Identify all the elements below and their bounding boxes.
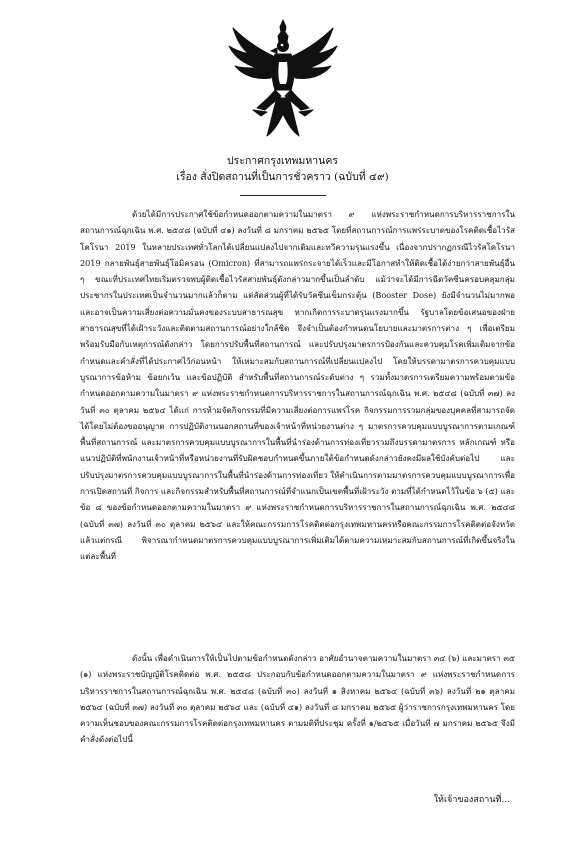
document-subject: เรื่อง สั่งปิดสถานที่เป็นการชั่วคราว (ฉบับที่ ๔๙) [176, 171, 389, 183]
body-paragraph-1: ด้วยได้มีการประกาศใช้ข้อกำหนดออกตามความในมาตรา ๙ แห่งพระราชกำหนดการบริหารราชการในสถานการณ์ฉุกเฉิน พ.ศ. ๒๕๔๘ (ฉบับที่ ๔๑) ลงวันที่ ๘ มกราคม ๒๕๖๕ โดยที่สถานการณ์การแพร่ระบาดของโรคติดเชื้อไวรัสโคโรนา 2019 ในหลายประเทศทั่วโลกได้เปลี่ยนแปลงไปจากเดิมและทวีความรุนแรงขึ้น เนื่องจากปรากฏกรณีไวรัสโคโรนา 2019 กลายพันธุ์สายพันธุ์โอมิครอน (Omicron) ที่สามารถแพร่กระจายได้เร็วและมีโอกาสทำให้ติดเชื้อได้ง่ายกว่าสายพันธุ์อื่น ๆ ขณะที่ประเทศไทยเริ่มตรวจพบผู้ติดเชื้อไวรัสสายพันธุ์ดังกล่าวมากขึ้นเป็นลำดับ แม้ว่าจะได้มีการฉีดวัคซีนครอบคลุมกลุ่มประชากรในประเทศเป็นจำนวนมากแล้วก็ตาม แต่สัดส่วนผู้ที่ได้รับวัคซีนเข็มกระตุ้น (Booster Dose) ยังมีจำนวนไม่มากพอและอาจเป็นความเสี่ยงต่อความมั่นคงของระบบสาธารณสุข หากเกิดการระบาดรุนแรงมากขึ้น รัฐบาลโดยข้อเสนอของฝ่ายสาธารณสุขที่ได้เฝ้าระวังและติดตามสถานการณ์อย่างใกล้ชิด จึงจำเป็นต้องกำหนดนโยบายและมาตรการต่าง ๆ เพื่อเตรียมพร้อมรับมือกับเหตุการณ์ดังกล่าว โดยการปรับพื้นที่สถานการณ์ และปรับปรุงมาตรการป้องกันและควบคุมโรคเพิ่มเติมจากข้อกำหนดและคำสั่งที่ได้ประกาศไว้ก่อนหน้า ให้เหมาะสมกับสถานการณ์ที่เปลี่ยนแปลงไป โดยให้บรรดามาตรการควบคุมแบบบูรณาการข้อห้าม ข้อยกเว้น และข้อปฏิบัติ สำหรับพื้นที่สถานการณ์ระดับต่าง ๆ รวมทั้งมาตรการเตรียมความพร้อมตามข้อกำหนดออกตามความในมาตรา ๙ แห่งพระราชกำหนดการบริหารราชการในสถานการณ์ฉุกเฉิน พ.ศ. ๒๕๔๘ (ฉบับที่ ๓๗) ลงวันที่ ๓๐ ตุลาคม ๒๕๖๔ ได้แก่ การห้ามจัดกิจกรรมที่มีความเสี่ยงต่อการแพร่โรค กิจกรรมการรวมกลุ่มของบุคคลที่สามารถจัดได้โดยไม่ต้องขออนุญาต การปฏิบัติงานนอกสถานที่ของเจ้าหน้าที่หน่วยงานต่าง ๆ มาตรการควบคุมแบบบูรณาการตามเกณฑ์พื้นที่สถานการณ์ และมาตรการควบคุมแบบบูรณาการในพื้นที่นำร่องด้านการท่องเที่ยวรวมถึงบรรดามาตรการ หลักเกณฑ์ หรือแนวปฏิบัติที่พนักงานเจ้าหน้าที่หรือหน่วยงานที่รับผิดชอบกำหนดขึ้นภายใต้ข้อกำหนดดังกล่าวยังคงมีผลใช้บังคับต่อไป และปรับปรุงมาตรการควบคุมแบบบูรณาการในพื้นที่นำร่องด้านการท่องเที่ยว ให้ดำเนินการตามมาตรการควบคุมแบบบูรณาการเพื่อการเปิดสถานที่ กิจการ และกิจกรรมสำหรับพื้นที่สถานการณ์ที่จำแนกเป็นเขตพื้นที่เฝ้าระวัง ตามที่ได้กำหนดไว้ในข้อ ๖ (๕) และข้อ ๘ ของข้อกำหนดออกตามความในมาตรา ๙ แห่งพระราชกำหนดการบริหารราชการในสถานการณ์ฉุกเฉิน พ.ศ. ๒๕๔๘ (ฉบับที่ ๓๗) ลงวันที่ ๓๐ ตุลาคม ๒๕๖๔ และให้คณะกรรมการโรคติดต่อกรุงเทพมหานครหรือคณะกรรมการโรคติดต่อจังหวัดแล้วแต่กรณี พิจารณากำหนดมาตรการควบคุมแบบบูรณาการเพิ่มเติมได้ตามความเหมาะสมกับสถานการณ์ที่เกิดขึ้นจริงในแต่ละพื้นที่ [80, 209, 515, 562]
heading-divider [240, 195, 326, 196]
garuda-emblem-icon [227, 18, 339, 140]
closing-line: ให้เจ้าของสถานที่... [433, 795, 510, 805]
document-title: ประกาศกรุงเทพมหานคร [227, 155, 338, 167]
body-paragraph-2: ดังนั้น เพื่อดำเนินการให้เป็นไปตามข้อกำหนดดังกล่าว อาศัยอำนาจตามความในมาตรา ๓๔ (๖) และมาตรา ๓๕ (๑) แห่งพระราชบัญญัติโรคติดต่อ พ.ศ. ๒๕๕๘ ประกอบกับข้อกำหนดออกตามความในมาตรา ๙ แห่งพระราชกำหนดการบริหารราชการในสถานการณ์ฉุกเฉิน พ.ศ. ๒๕๔๘ (ฉบับที่ ๓๐) ลงวันที่ ๑ สิงหาคม ๒๕๖๔ (ฉบับที่ ๓๖) ลงวันที่ ๒๑ ตุลาคม ๒๕๖๔ (ฉบับที่ ๓๗) ลงวันที่ ๓๐ ตุลาคม ๒๕๖๔ และ (ฉบับที่ ๔๑) ลงวันที่ ๘ มกราคม ๒๕๖๕ ผู้ว่าราชการกรุงเทพมหานคร โดยความเห็นชอบของคณะกรรมการโรคติดต่อกรุงเทพมหานคร ตามมติที่ประชุม ครั้งที่ ๑/๒๕๖๕ เมื่อวันที่ ๗ มกราคม ๒๕๖๕ จึงมีคำสั่งดังต่อไปนี้ [80, 653, 515, 745]
